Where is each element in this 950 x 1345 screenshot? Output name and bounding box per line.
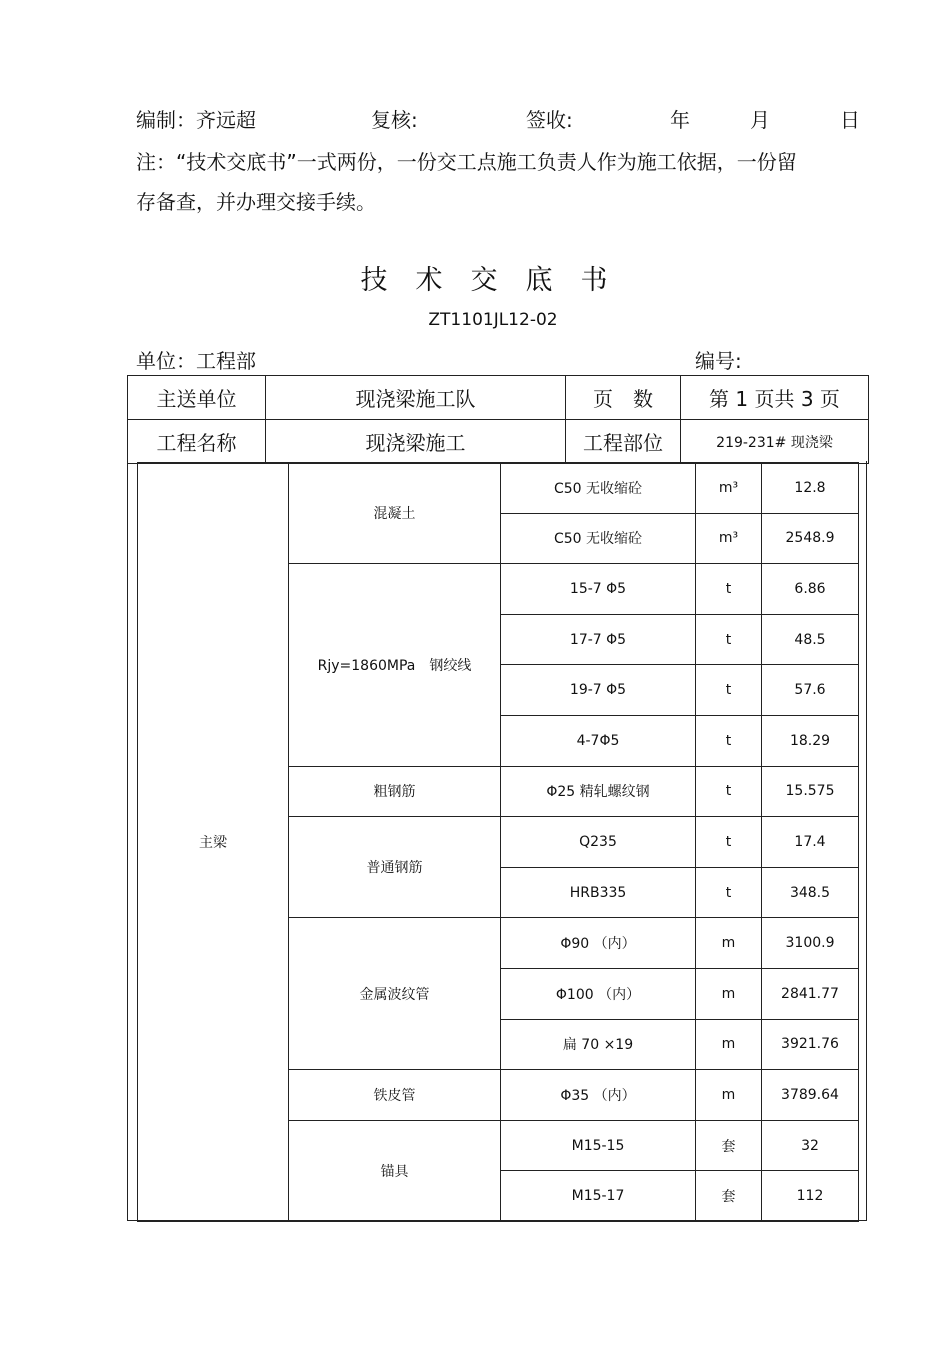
material-spec-cell: HRB335 bbox=[501, 867, 696, 918]
material-spec-cell: Q235 bbox=[501, 817, 696, 868]
note-line-1: 注：“技术交底书”一式两份，一份交工点施工负责人作为施工依据，一份留 bbox=[136, 150, 797, 174]
project-name-value: 现浇梁施工 bbox=[266, 420, 566, 464]
material-spec-cell: 15-7 Φ5 bbox=[501, 564, 696, 615]
material-spec-cell: 17-7 Φ5 bbox=[501, 614, 696, 665]
project-location-label: 工程部位 bbox=[566, 420, 681, 464]
material-spec-cell: Φ25 精轧螺纹钢 bbox=[501, 766, 696, 817]
recipient-label: 主送单位 bbox=[128, 376, 266, 420]
material-unit-cell: t bbox=[696, 867, 762, 918]
document-title: 技术交底书 bbox=[360, 265, 636, 296]
material-name-cell: Rjy=1860MPa 钢绞线 bbox=[289, 564, 501, 766]
project-name-label: 工程名称 bbox=[128, 420, 266, 464]
material-qty-cell: 57.6 bbox=[762, 665, 859, 716]
material-unit-cell: m³ bbox=[696, 513, 762, 564]
compiled-by: 编制：齐远超 bbox=[136, 108, 256, 132]
material-qty-cell: 12.8 bbox=[762, 463, 859, 514]
material-qty-cell: 2841.77 bbox=[762, 968, 859, 1019]
header-table bbox=[127, 375, 869, 464]
review-label: 复核: bbox=[371, 108, 418, 132]
note-line-2: 存备查，并办理交接手续。 bbox=[136, 190, 376, 214]
material-qty-cell: 3789.64 bbox=[762, 1070, 859, 1121]
material-spec-cell: Φ35 （内） bbox=[501, 1070, 696, 1121]
material-qty-cell: 2548.9 bbox=[762, 513, 859, 564]
year-label: 年 bbox=[670, 108, 690, 132]
number-label: 编号: bbox=[695, 349, 742, 373]
category-cell: 主梁 bbox=[138, 463, 289, 1222]
day-label: 日 bbox=[840, 108, 860, 132]
material-name-cell: 铁皮管 bbox=[289, 1070, 501, 1121]
material-unit-cell: t bbox=[696, 564, 762, 615]
material-qty-cell: 18.29 bbox=[762, 715, 859, 766]
material-spec-cell: 扁 70 ×19 bbox=[501, 1019, 696, 1070]
material-spec-cell: M15-15 bbox=[501, 1120, 696, 1171]
material-unit-cell: t bbox=[696, 715, 762, 766]
material-name-cell: 金属波纹管 bbox=[289, 918, 501, 1070]
material-qty-cell: 3921.76 bbox=[762, 1019, 859, 1070]
material-qty-cell: 15.575 bbox=[762, 766, 859, 817]
materials-table bbox=[137, 462, 859, 1222]
material-unit-cell: t bbox=[696, 817, 762, 868]
material-name-cell: 混凝土 bbox=[289, 463, 501, 564]
unit-label: 单位：工程部 bbox=[136, 349, 256, 373]
material-row bbox=[138, 463, 859, 514]
material-unit-cell: m bbox=[696, 968, 762, 1019]
material-spec-cell: M15-17 bbox=[501, 1171, 696, 1222]
page-count-label: 页 数 bbox=[566, 376, 681, 420]
material-spec-cell: 19-7 Φ5 bbox=[501, 665, 696, 716]
recipient-value: 现浇梁施工队 bbox=[266, 376, 566, 420]
material-unit-cell: 套 bbox=[696, 1120, 762, 1171]
received-label: 签收: bbox=[526, 108, 573, 132]
document-code: ZT1101JL12-02 bbox=[428, 310, 558, 330]
material-unit-cell: m³ bbox=[696, 463, 762, 514]
material-qty-cell: 32 bbox=[762, 1120, 859, 1171]
material-unit-cell: t bbox=[696, 665, 762, 716]
project-location-value: 219-231# 现浇梁 bbox=[681, 420, 869, 464]
material-name-cell: 普通钢筋 bbox=[289, 817, 501, 918]
material-qty-cell: 348.5 bbox=[762, 867, 859, 918]
material-name-cell: 粗钢筋 bbox=[289, 766, 501, 817]
month-label: 月 bbox=[750, 108, 770, 132]
material-qty-cell: 112 bbox=[762, 1171, 859, 1222]
material-unit-cell: m bbox=[696, 1019, 762, 1070]
material-spec-cell: Φ100 （内） bbox=[501, 968, 696, 1019]
material-qty-cell: 6.86 bbox=[762, 564, 859, 615]
material-spec-cell: Φ90 （内） bbox=[501, 918, 696, 969]
material-unit-cell: m bbox=[696, 918, 762, 969]
material-name-cell: 锚具 bbox=[289, 1120, 501, 1221]
material-spec-cell: C50 无收缩砼 bbox=[501, 513, 696, 564]
material-qty-cell: 17.4 bbox=[762, 817, 859, 868]
header-row bbox=[128, 420, 869, 464]
material-unit-cell: 套 bbox=[696, 1171, 762, 1222]
material-qty-cell: 48.5 bbox=[762, 614, 859, 665]
page-count-value: 第 1 页共 3 页 bbox=[681, 376, 869, 420]
material-spec-cell: 4-7Φ5 bbox=[501, 715, 696, 766]
material-unit-cell: m bbox=[696, 1070, 762, 1121]
header-row bbox=[128, 376, 869, 420]
material-unit-cell: t bbox=[696, 614, 762, 665]
material-unit-cell: t bbox=[696, 766, 762, 817]
material-qty-cell: 3100.9 bbox=[762, 918, 859, 969]
material-spec-cell: C50 无收缩砼 bbox=[501, 463, 696, 514]
